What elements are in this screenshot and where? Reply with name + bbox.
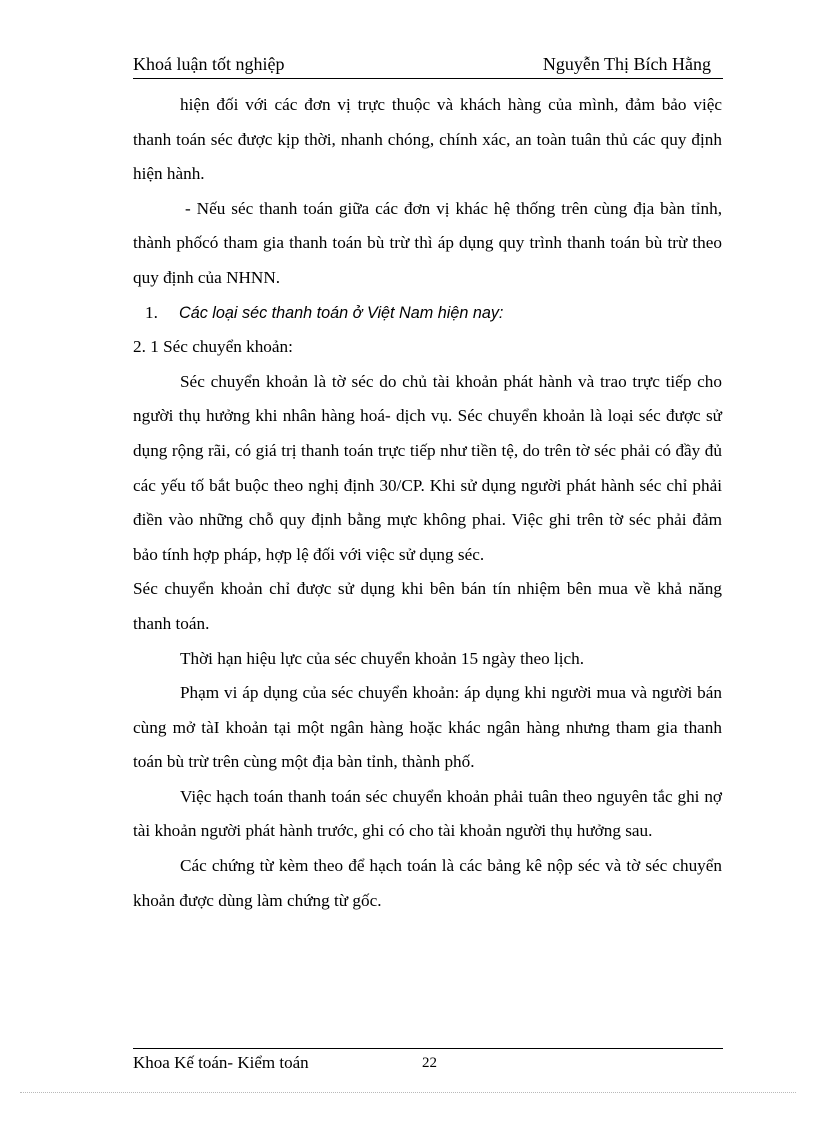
page-number: 22 [422, 1055, 437, 1071]
list-number: 1. [145, 302, 158, 322]
page-header [133, 52, 723, 79]
section-heading-2-1: 2. 1 Séc chuyển khoản: [133, 337, 293, 357]
list-item-cheque-types [133, 296, 722, 331]
paragraph-transfer-cheque-usage: Séc chuyển khoản chỉ được sử dụng khi bên bán tín nhiệm bên mua về khả năng thanh toán. [133, 579, 722, 633]
paragraph-supporting-documents: Các chứng từ kèm theo để hạch toán là các bảng kê nộp séc và tờ séc chuyển khoản được dùng làm chứng từ gốc. [133, 856, 722, 910]
header-author-name: Nguyễn Thị Bích Hằng [542, 54, 711, 74]
paragraph-clearing-rule: - Nếu séc thanh toán giữa các đơn vị khác hệ thống trên cùng địa bàn tỉnh, thành phốcó tham gia thanh toán bù trừ thì áp dụng quy trình thanh toán bù trừ theo quy định của NHNN. [133, 198, 722, 287]
body-text [133, 88, 722, 918]
header-thesis-title: Khoá luận tốt nghiệp [133, 54, 285, 74]
paragraph-continuation: hiện đối với các đơn vị trực thuộc và khách hàng của mình, đảm bảo việc thanh toán séc được kịp thời, nhanh chóng, chính xác, an toàn tuân thủ các quy định hiện hành. [133, 95, 722, 184]
paragraph-accounting-principle: Việc hạch toán thanh toán séc chuyển khoản phải tuân theo nguyên tắc ghi nợ tài khoản người phát hành trước, ghi có cho tài khoản người thụ hưởng sau. [133, 786, 722, 841]
footer-faculty: Khoa Kế toán- Kiểm toán [133, 1053, 309, 1072]
page-footer [133, 1048, 723, 1072]
page-boundary-divider [20, 1092, 796, 1093]
paragraph-scope: Phạm vi áp dụng của séc chuyển khoản: áp dụng khi người mua và người bán cùng mở tàI khoản tại một ngân hàng hoặc khác ngân hàng nhưng tham gia thanh toán bù trừ trên cùng một địa bàn tỉnh, thành phố. [133, 683, 722, 772]
paragraph-validity-period: Thời hạn hiệu lực của séc chuyển khoản 15 ngày theo lịch. [180, 648, 585, 668]
list-item-text: Các loại séc thanh toán ở Việt Nam hiện nay: [179, 303, 504, 322]
paragraph-transfer-cheque-definition: Séc chuyển khoản là tờ séc do chủ tài khoản phát hành và trao trực tiếp cho người thụ hưởng khi nhân hàng hoá- dịch vụ. Séc chuyển khoản là loại séc được sử dụng rộng rãi, có giá trị thanh toán trực tiếp như tiền tệ, do trên tờ séc phải có đầy đủ các yếu tố bắt buộc theo nghị định 30/CP. Khi sử dụng người phát hành séc chỉ phải điền vào những chỗ quy định bằng mực không phai. Việc ghi trên tờ séc phải đảm bảo tính hợp pháp, hợp lệ đối với việc sử dụng séc. [133, 371, 722, 564]
